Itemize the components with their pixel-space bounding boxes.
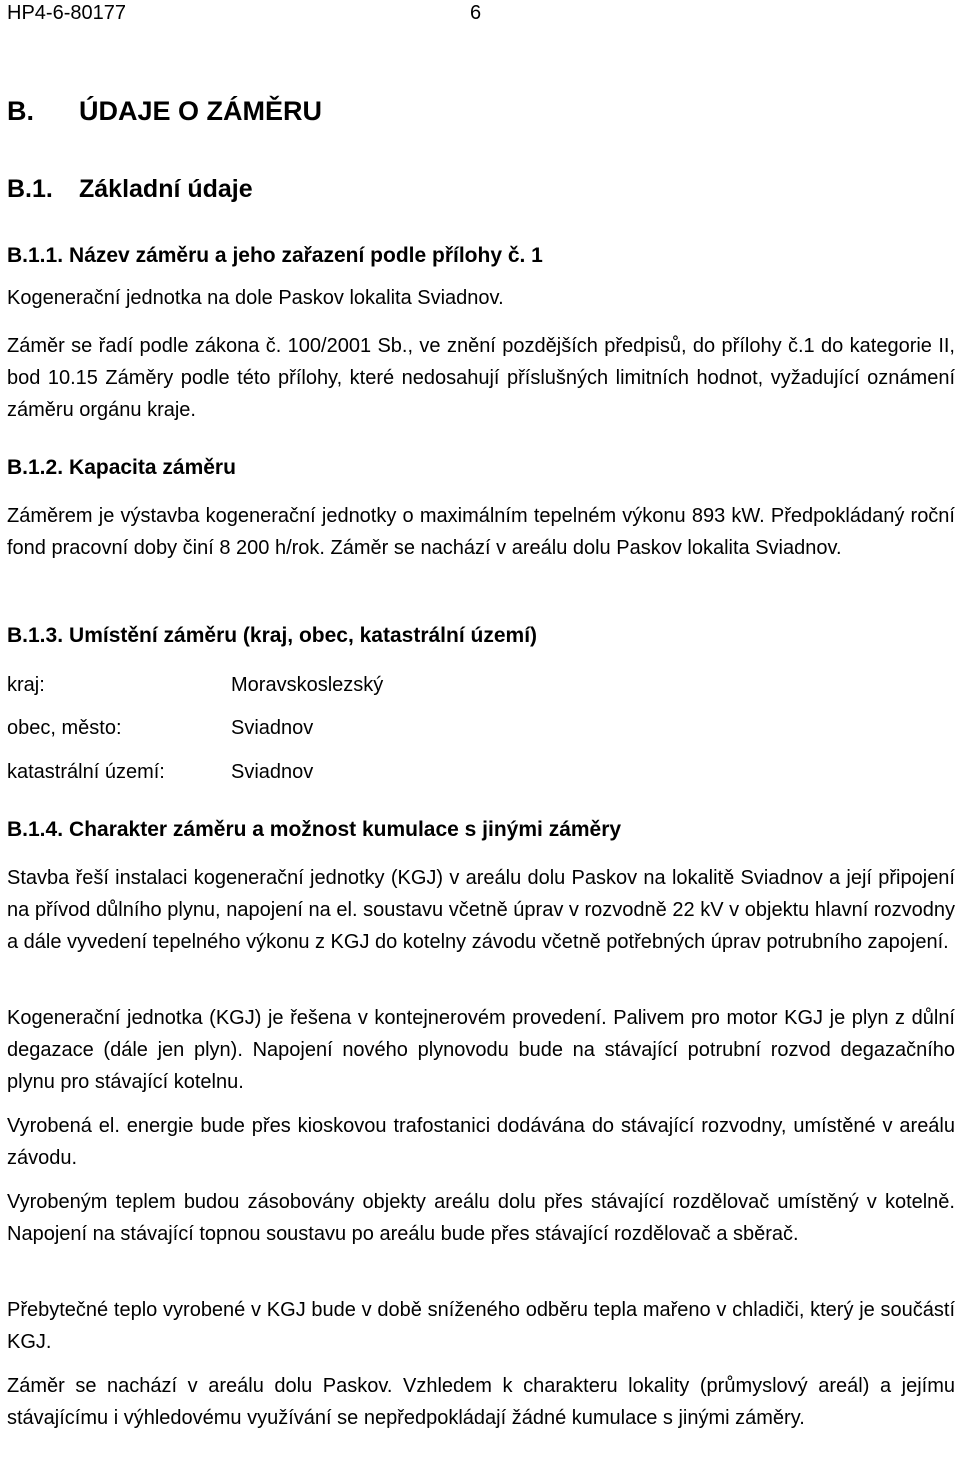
b14-paragraph-1: Stavba řeší instalaci kogenerační jednotky (KGJ) v areálu dolu Paskov na lokalitě Sviadnov a její připojení na přívod důlního plynu, napojení na el. soustavu včetně úprav v rozvodně 22 kV v objektu hlavní rozvodny a dále vyvedení tepelného výkonu z KGJ do kotelny závodu včetně potřebných úprav potrubního zapojení. xyxy=(7,867,955,953)
location-label: kraj: xyxy=(7,674,45,696)
location-label: katastrální území: xyxy=(7,761,165,783)
section-b-heading xyxy=(7,96,322,127)
location-row-obec xyxy=(7,717,314,740)
document-id: HP4-6-80177 xyxy=(7,2,126,24)
b12-paragraph: Záměrem je výstavba kogenerační jednotky o maximálním tepelném výkonu 893 kW. Předpokládaný roční fond pracovní doby činí 8 200 h/rok. Záměr se nachází v areálu dolu Paskov lokalita Sviadnov. xyxy=(7,505,955,559)
b14-paragraph-2: Kogenerační jednotka (KGJ) je řešena v kontejnerovém provedení. Palivem pro motor KGJ je plyn z důlní degazace (dále jen plyn). Napojení nového plynovodu bude na stávající potrubní rozvod degazačního plynu pro stávající kotelnu. xyxy=(7,1007,955,1093)
location-label: obec, město: xyxy=(7,717,122,739)
section-number: B.1.1. xyxy=(7,244,64,267)
section-title: Základní údaje xyxy=(79,175,253,203)
location-value: Sviadnov xyxy=(231,717,314,739)
section-b11-heading xyxy=(7,244,543,268)
section-title: Kapacita záměru xyxy=(69,456,236,479)
section-b12-heading xyxy=(7,456,236,480)
section-number: B.1.4. xyxy=(7,818,64,841)
b11-paragraph-2: Záměr se řadí podle zákona č. 100/2001 Sb., ve znění pozdějších předpisů, do přílohy č.1 do kategorie II, bod 10.15 Záměry podle této přílohy, které nedosahují příslušných limitních hodnot, vyžadující oznámení záměru orgánu kraje. xyxy=(7,335,955,421)
location-value: Sviadnov xyxy=(231,761,314,783)
section-b14-heading xyxy=(7,818,621,842)
section-b1-heading xyxy=(7,175,253,204)
page-header xyxy=(7,2,482,25)
location-row-katastr xyxy=(7,761,314,784)
location-row-kraj xyxy=(7,674,384,697)
location-value: Moravskoslezský xyxy=(231,674,384,696)
section-number: B. xyxy=(7,96,34,126)
section-number: B.1.3. xyxy=(7,624,64,647)
b11-paragraph-1: Kogenerační jednotka na dole Paskov lokalita Sviadnov. xyxy=(7,287,504,309)
b14-paragraph-5: Přebytečné teplo vyrobené v KGJ bude v době sníženého odběru tepla mařeno v chladiči, který je součástí KGJ. xyxy=(7,1299,955,1353)
section-title: Charakter záměru a možnost kumulace s jinými záměry xyxy=(69,818,622,841)
b14-paragraph-6: Záměr se nachází v areálu dolu Paskov. Vzhledem k charakteru lokality (průmyslový areál) a jejímu stávajícímu i výhledovému využívání se nepředpokládají žádné kumulace s jinými záměry. xyxy=(7,1375,955,1429)
b14-paragraph-4: Vyrobeným teplem budou zásobovány objekty areálu dolu přes stávající rozdělovač umístěný v kotelně. Napojení na stávající topnou soustavu po areálu bude přes stávající rozdělovač a sběrač. xyxy=(7,1191,955,1245)
section-number: B.1. xyxy=(7,175,53,203)
section-title: ÚDAJE O ZÁMĚRU xyxy=(79,96,323,126)
section-b13-heading xyxy=(7,624,537,648)
section-number: B.1.2. xyxy=(7,456,64,479)
b14-paragraph-3: Vyrobená el. energie bude přes kioskovou trafostanici dodávána do stávající rozvodny, umístěné v areálu závodu. xyxy=(7,1115,955,1169)
page-number: 6 xyxy=(470,2,482,24)
section-title: Název záměru a jeho zařazení podle přílohy č. 1 xyxy=(69,244,543,267)
section-title: Umístění záměru (kraj, obec, katastrální území) xyxy=(69,624,538,647)
